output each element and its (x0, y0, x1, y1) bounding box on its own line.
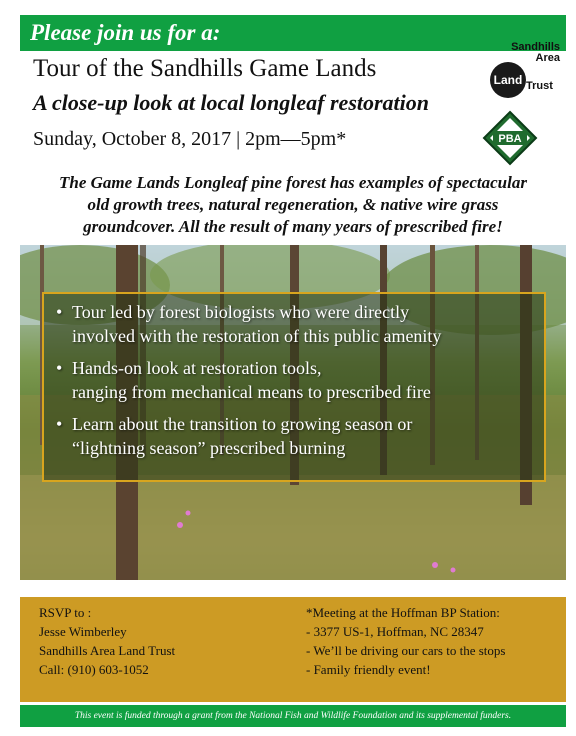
pba-text: PBA (498, 133, 522, 145)
slat-logo-words: Sandhills Area (511, 41, 560, 64)
funding-text: This event is funded through a grant from the National Fish and Wildlife Foundation and its supplemental funders. (74, 711, 512, 721)
slat-logo-trust: Trust (526, 80, 553, 92)
banner-text: Please join us for a: (30, 20, 221, 45)
meeting-heading: *Meeting at the Hoffman BP Station: (306, 605, 500, 620)
meeting-family: - Family friendly event! (306, 662, 431, 677)
tour-highlights-box (42, 292, 546, 482)
rsvp-band (20, 597, 566, 702)
funding-banner (20, 705, 566, 727)
meeting-driving: - We’ll be driving our cars to the stops (306, 643, 506, 658)
pba-shield-icon (481, 110, 539, 166)
list-item: • Learn about the transition to growing season or “lightning season” prescribed burning (72, 412, 536, 460)
rsvp-phone: Call: (910) 603-1052 (39, 662, 149, 677)
tour-highlights-list (54, 300, 536, 460)
rsvp-contact (39, 603, 175, 679)
slat-logo-land: Land (493, 73, 523, 87)
rsvp-name: Jesse Wimberley (39, 624, 127, 639)
sandhills-land-trust-logo (486, 42, 562, 108)
top-banner (20, 15, 566, 51)
event-date-time: Sunday, October 8, 2017 | 2pm—5pm* (33, 128, 347, 150)
intro-paragraph: The Game Lands Longleaf pine forest has examples of spectacular old growth trees, natural regeneration, & native wire grass groundcover. All the result of many years of prescribed fire! (59, 173, 527, 236)
rsvp-org: Sandhills Area Land Trust (39, 643, 176, 658)
rsvp-label: RSVP to : (39, 605, 92, 620)
meeting-address: - 3377 US-1, Hoffman, NC 28347 (306, 624, 484, 639)
event-title: Tour of the Sandhills Game Lands (33, 55, 377, 82)
list-item: • Hands-on look at restoration tools, ranging from mechanical means to prescribed fire (72, 356, 536, 404)
list-item: • Tour led by forest biologists who were directly involved with the restoration of this public amenity (72, 300, 536, 348)
pba-logo (481, 110, 539, 166)
event-subtitle: A close-up look at local longleaf restoration (33, 90, 430, 115)
meeting-info (306, 603, 505, 679)
